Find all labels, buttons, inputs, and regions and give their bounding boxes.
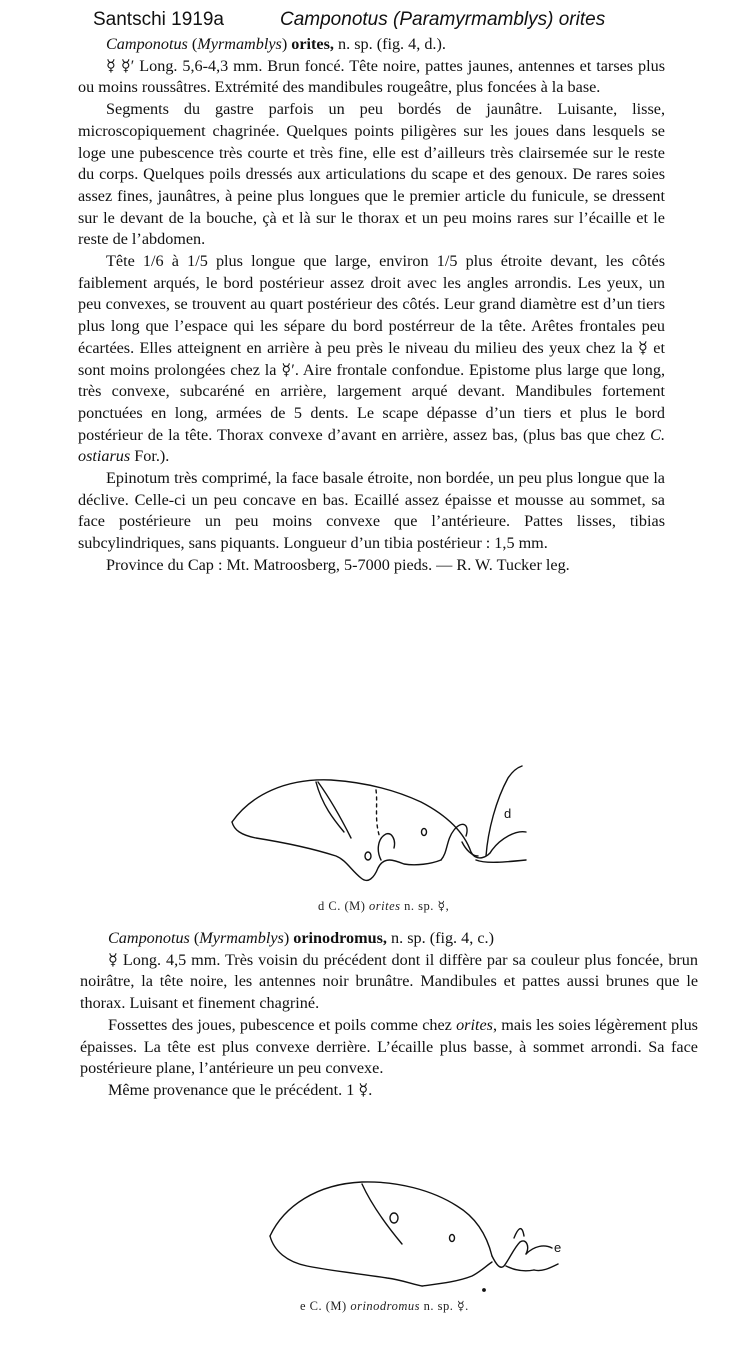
figure-e-drawing [262,1166,582,1296]
paragraph-description-2: ☿ Long. 4,5 mm. Très voisin du précédent dont il diffère par sa couleur plus foncée, brun noirâtre, la tête noire, les antennes noir brunâtre. Mandibules et pattes aussi brunes que le thorax. Luisant et finement chagriné. [80,950,698,1013]
paragraph-locality-2: Même provenance que le précédent. 1 ☿. [108,1080,373,1099]
paragraph-description: ☿ ☿′ Long. 5,6-4,3 mm. Brun foncé. Tête noire, pattes jaunes, antennes et tarses plus ou moins roussâtres. Extrémité des mandibules rougeâtre, plus foncées à la base. [78,56,665,97]
figure-d-caption: d C. (M) orites n. sp. ☿, [318,899,450,913]
figure-d-drawing [226,760,556,890]
header-taxon: Camponotus (Paramyrmamblys) orites [280,9,606,30]
paragraph-epinotum: Epinotum très comprimé, la face basale étroite, non bordée, un peu plus longue que la déclive. Celle-ci un peu concave en bas. Ecaillé assez épaisse et mousse au sommet, sa face postérieure un peu moins convexe que l’antérieure. Pattes lisses, tibias subcylindriques, sans piquants. Longueur d’un tibia postérieur : 1,5 mm. [78,469,665,553]
paragraph-sculpture: Segments du gastre parfois un peu bordés de jaunâtre. Luisante, lisse, microscopiquement chagrinée. Quelques points piligères sur les joues dans lesquels se loge une pubescence très courte et très fine, elle est d’ailleurs très clairsemée sur le reste du corps. Quelques poils dressés aux articulations du scape et des genoux. De rares soies assez fines, jaunâtres, à peine plus longues que le premier article du funicule, se dressent sur le devant de la bouche, çà et là sur le thorax et un peu moins rares sur l’écaille et le reste de l’abdomen. [78,100,665,249]
species-title-orinodromus: Camponotus (Myrmamblys) orinodromus, n. sp. (fig. 4, c.) [108,929,494,947]
paragraph-head: Tête 1/6 à 1/5 plus longue que large, environ 1/5 plus étroite devant, les côtés faiblement arqués, le bord postérieur assez droit avec les angles arrondis. Les yeux, un peu convexes, se trouvent au quart postérieur des côtés. Leur grand diamètre est d’un tiers plus long que l’espace qui les sépare du bord postérreur de la tête. Arêtes frontales peu écartées. Elles atteignent en arrière à peu près le niveau du milieu des yeux chez la ☿ et sont moins prolongées chez la ☿′. Aire frontale confondue. Epistome plus large que long, très convexe, subcaréné en arrière, largement arqué devant. Mandibules fortement ponctuées en long, armées de 5 dents. Le scape dépasse d’un tiers et plus le bord postérieur de la tête. Thorax convexe d’avant en arrière, assez bas, (plus bas que chez C. ostiarus For.). [78,252,665,466]
figure-e-caption: e C. (M) orinodromus n. sp. ☿. [300,1299,469,1313]
section-orinodromus [80,928,698,1102]
paragraph-locality: Province du Cap : Mt. Matroosberg, 5-7000 pieds. — R. W. Tucker leg. [106,555,570,574]
header-citation: Santschi 1919a [93,9,224,30]
paragraph-pubescence-2: Fossettes des joues, pubescence et poils comme chez orites, mais les soies légèrement plus épaisses. La tête est plus convexe derrière. L’écaille plus basse, à sommet arrondi. Sa face postérieure plane, l’antérieure un peu convexe. [80,1015,698,1078]
figure-e-label: e [554,1240,562,1255]
species-title-orites: Camponotus (Myrmamblys) orites, n. sp. (fig. 4, d.). [106,35,446,53]
figure-d-label: d [504,806,512,821]
section-orites [78,34,665,577]
